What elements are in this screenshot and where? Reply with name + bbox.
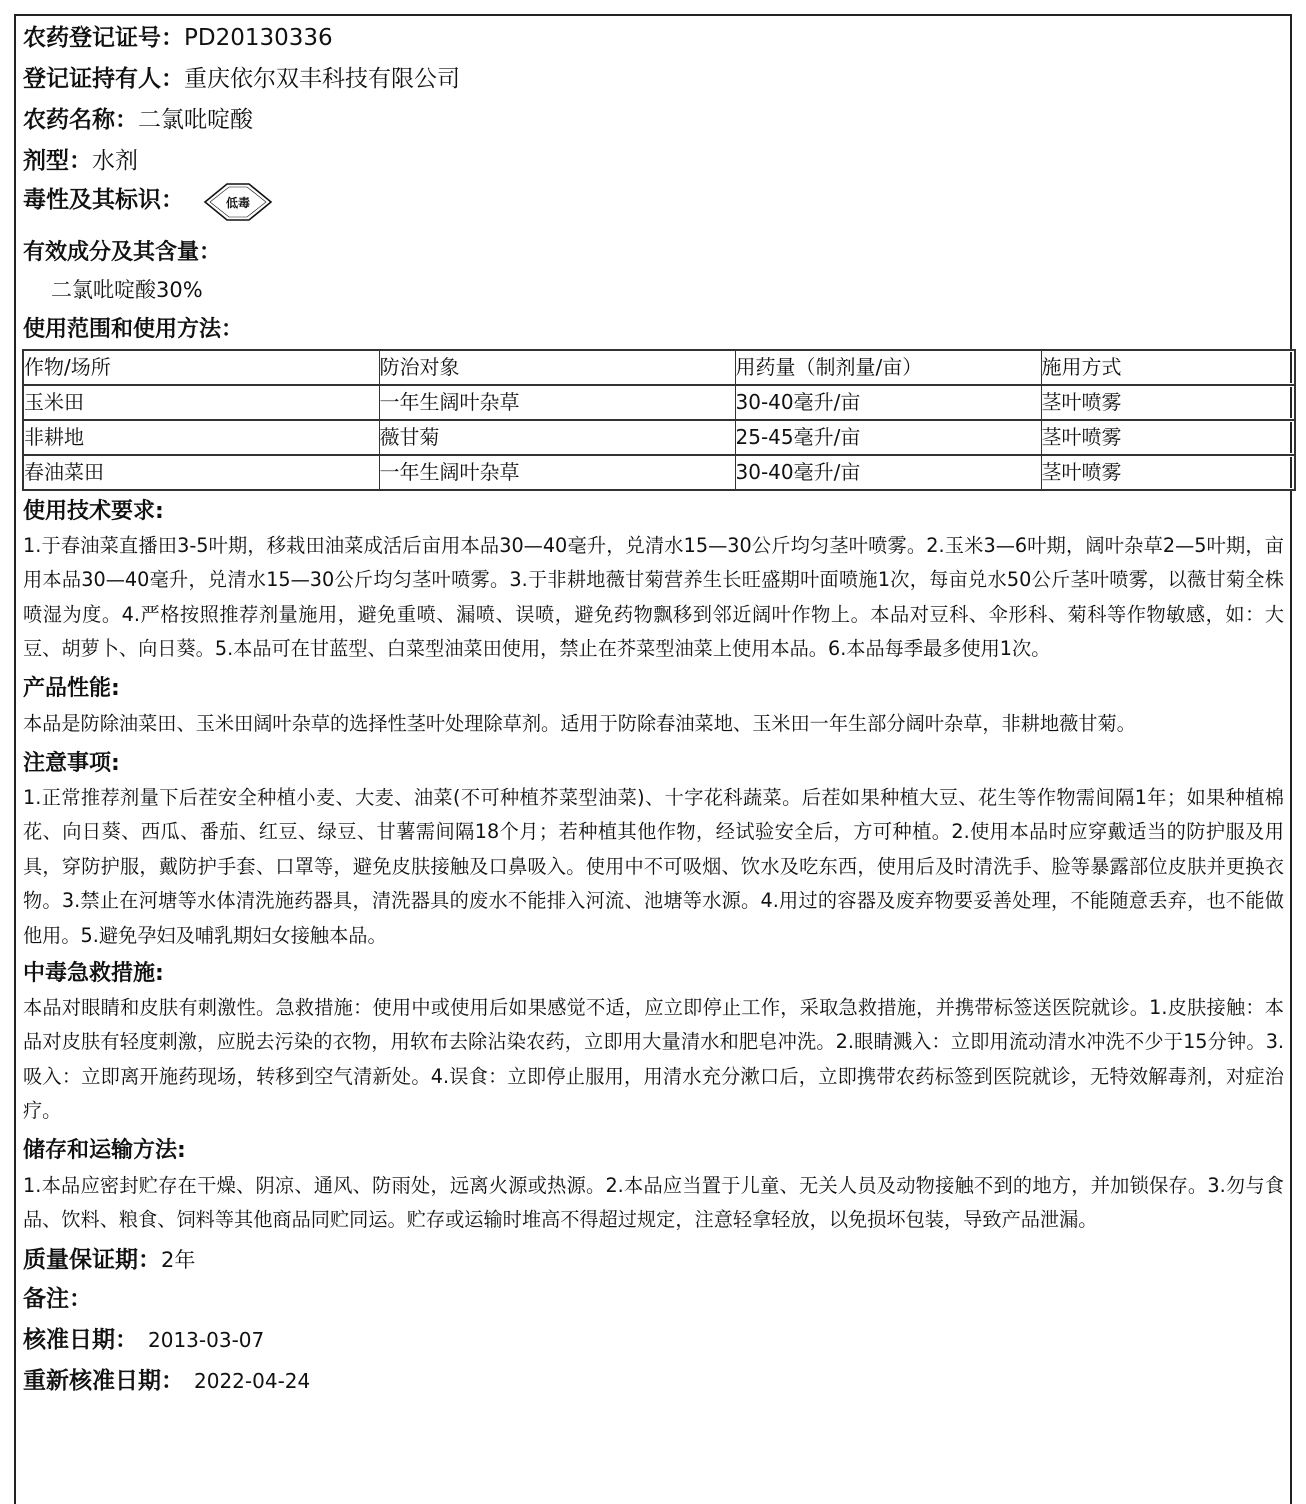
ingredient-label: 有效成分及其含量： — [23, 240, 222, 265]
low-toxicity-diamond-icon — [203, 180, 273, 224]
name-value: 二氯吡啶酸 — [138, 107, 253, 133]
ingredient-heading — [23, 234, 1284, 272]
header-crop: 作物/场所 — [23, 350, 379, 385]
reapproval-value: 2022-04-24 — [194, 1368, 311, 1393]
firstaid-text: 本品对眼睛和皮肤有刺激性。急救措施：使用中或使用后如果感觉不适，应立即停止工作，采取急救措施，并携带标签送医院就诊。1.皮肤接触：本品对皮肤有轻度刺激，应脱去污染的衣物，用软布去除沾染农药，立即用大量清水和肥皂冲洗。2.眼睛溅入：立即用流动清水冲洗不少于15分钟。3.吸入：立即离开施药现场，转移到空气清新处。4.误食：立即停止服用，用清水充分漱口后，立即携带农药标签到医院就诊，无特效解毒剂，对症治疗。 — [23, 996, 1284, 1123]
name-label: 农药名称： — [23, 107, 138, 133]
toxicity-row — [23, 180, 1284, 234]
cell-target: 一年生阔叶杂草 — [379, 455, 735, 490]
cell-dosage: 30-40毫升/亩 — [735, 455, 1041, 490]
approval-row — [23, 1319, 1284, 1361]
name-row — [23, 98, 1284, 139]
ingredient-value: 二氯吡啶酸30% — [51, 278, 203, 302]
tech-heading — [23, 491, 1284, 529]
registration-value: PD20130336 — [184, 25, 333, 51]
holder-label: 登记证持有人： — [23, 66, 184, 92]
notes-heading — [23, 741, 1284, 781]
tech-label: 使用技术要求: — [23, 499, 164, 524]
table-row — [23, 385, 1295, 420]
cell-crop: 玉米田 — [23, 385, 379, 420]
holder-row — [23, 57, 1284, 98]
holder-value: 重庆依尔双丰科技有限公司 — [184, 66, 460, 92]
performance-text: 本品是防除油菜田、玉米田阔叶杂草的选择性茎叶处理除草剂。适用于防除春油菜地、玉米田一年生部分阔叶杂草，非耕地薇甘菊。 — [23, 711, 1136, 735]
registration-document — [14, 14, 1292, 1504]
header-method: 施用方式 — [1041, 350, 1295, 385]
header-dosage: 用药量（制剂量/亩） — [735, 350, 1041, 385]
reapproval-row — [23, 1361, 1284, 1403]
notes-label: 注意事项: — [23, 751, 120, 777]
cell-dosage: 30-40毫升/亩 — [735, 385, 1041, 420]
cell-method: 茎叶喷雾 — [1041, 420, 1295, 455]
formulation-value: 水剂 — [92, 148, 138, 174]
cell-crop: 春油菜田 — [23, 455, 379, 490]
toxicity-label: 毒性及其标识： — [23, 187, 184, 213]
cell-target: 一年生阔叶杂草 — [379, 385, 735, 420]
cell-crop: 非耕地 — [23, 420, 379, 455]
approval-value: 2013-03-07 — [148, 1327, 265, 1352]
shelf-label: 质量保证期： — [23, 1246, 161, 1273]
usage-table — [22, 349, 1296, 491]
cell-target: 薇甘菊 — [379, 420, 735, 455]
usage-heading — [23, 310, 1284, 349]
badge-text: 低毒 — [226, 196, 251, 210]
storage-heading — [23, 1129, 1284, 1169]
approval-label: 核准日期： — [23, 1326, 138, 1353]
cell-dosage: 25-45毫升/亩 — [735, 420, 1041, 455]
firstaid-label: 中毒急救措施: — [23, 961, 164, 987]
cell-method: 茎叶喷雾 — [1041, 385, 1295, 420]
usage-label: 使用范围和使用方法： — [23, 317, 244, 342]
formulation-row — [23, 139, 1284, 180]
shelf-row — [23, 1238, 1284, 1278]
table-row — [23, 420, 1295, 455]
registration-label: 农药登记证号： — [23, 25, 184, 51]
firstaid-heading — [23, 953, 1284, 991]
registration-row — [23, 16, 1284, 57]
cell-method: 茎叶喷雾 — [1041, 455, 1295, 490]
notes-text: 1.正常推荐剂量下后茬安全种植小麦、大麦、油菜(不可种植芥菜型油菜)、十字花科蔬菜。后茬如果种植大豆、花生等作物需间隔1年；如果种植棉花、向日葵、西瓜、番茄、红豆、绿豆、甘薯需间隔18个月；若种植其他作物，经试验安全后，方可种植。2.使用本品时应穿戴适当的防护服及用具，穿防护服，戴防护手套、口罩等，避免皮肤接触及口鼻吸入。使用中不可吸烟、饮水及吃东西，使用后及时清洗手、脸等暴露部位皮肤并更换衣物。3.禁止在河塘等水体清洗施药器具，清洗器具的废水不能排入河流、池塘等水源。4.用过的容器及废弃物要妥善处理，不能随意丢弃，也不能做他用。5.避免孕妇及哺乳期妇女接触本品。 — [23, 786, 1284, 947]
shelf-value: 2年 — [161, 1247, 196, 1272]
remark-label: 备注： — [23, 1285, 92, 1312]
tech-text: 1.于春油菜直播田3-5叶期，移栽田油菜成活后亩用本品30—40毫升，兑清水15—30公斤均匀茎叶喷雾。2.玉米3—6叶期，阔叶杂草2—5叶期，亩用本品30—40毫升，兑清水15—30公斤均匀茎叶喷雾。3.于非耕地薇甘菊营养生长旺盛期叶面喷施1次，每亩兑水50公斤茎叶喷雾，以薇甘菊全株喷湿为度。4.严格按照推荐剂量施用，避免重喷、漏喷、误喷，避免药物飘移到邻近阔叶作物上。本品对豆科、伞形科、菊科等作物敏感，如：大豆、胡萝卜、向日葵。5.本品可在甘蓝型、白菜型油菜田使用，禁止在芥菜型油菜上使用本品。6.本品每季最多使用1次。 — [23, 534, 1284, 661]
toxicity-badge — [203, 180, 273, 239]
performance-label: 产品性能: — [23, 675, 120, 701]
table-header-row — [23, 350, 1295, 385]
remark-row — [23, 1278, 1284, 1319]
storage-label: 储存和运输方法: — [23, 1137, 186, 1163]
formulation-label: 剂型： — [23, 148, 92, 174]
reapproval-label: 重新核准日期： — [23, 1367, 184, 1394]
performance-heading — [23, 667, 1284, 707]
header-target: 防治对象 — [379, 350, 735, 385]
storage-text: 1.本品应密封贮存在干燥、阴凉、通风、防雨处，远离火源或热源。2.本品应当置于儿童、无关人员及动物接触不到的地方，并加锁保存。3.勿与食品、饮料、粮食、饲料等其他商品同贮同运。贮存或运输时堆高不得超过规定，注意轻拿轻放，以免损坏包装，导致产品泄漏。 — [23, 1173, 1284, 1232]
table-row — [23, 455, 1295, 490]
